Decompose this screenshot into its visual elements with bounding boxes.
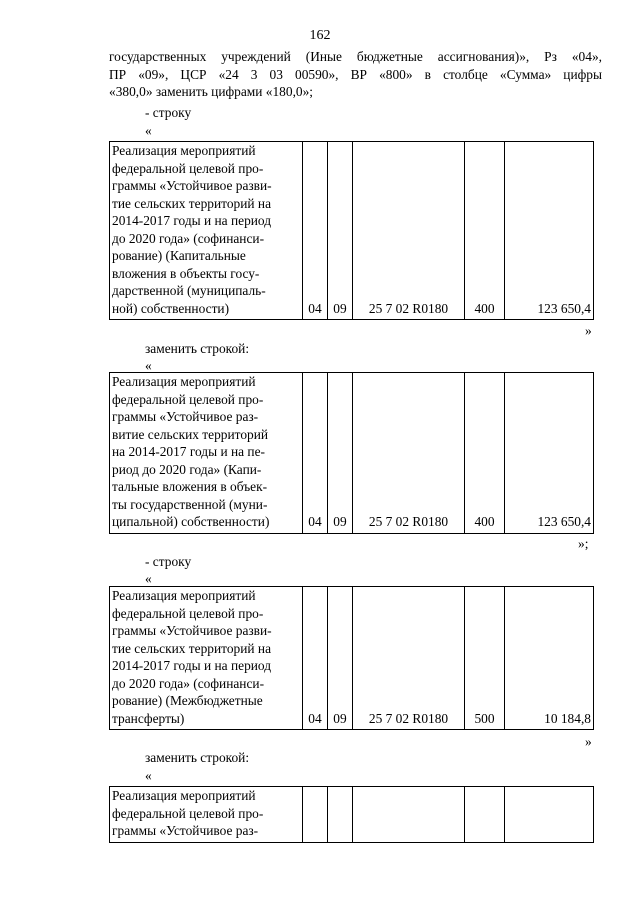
intro-line: государственных учреждений (Иные бюджетные ассигнования)», Рз «04», — [109, 49, 602, 64]
line-label: - строку — [145, 105, 192, 120]
description-cell: Реализация мероприятий федеральной целевой про- граммы «Устойчивое раз- — [110, 787, 303, 843]
amendment-table-new-2 — [109, 786, 594, 843]
pr-cell: 09 — [328, 373, 353, 534]
pr-cell — [328, 787, 353, 843]
sum-cell — [505, 787, 594, 843]
sum-cell: 123 650,4 — [505, 373, 594, 534]
vr-cell: 500 — [465, 587, 505, 730]
vr-cell: 400 — [465, 142, 505, 320]
description-cell: Реализация мероприятий федеральной целевой про- граммы «Устойчивое разви- тие сельских территорий на 2014-2017 годы и на период до 2020 года» (софинанси- рование) (Капитальные вложения в объекты госу- дарственной (муниципаль- ной) собственности) — [110, 142, 303, 320]
pr-cell: 09 — [328, 587, 353, 730]
csr-cell: 25 7 02 R0180 — [353, 587, 465, 730]
intro-line: ПР «09», ЦСР «24 3 03 00590», ВР «800» в столбце «Сумма» цифры — [109, 66, 602, 82]
open-quote: « — [145, 123, 152, 138]
replace-label: заменить строкой: — [145, 750, 250, 765]
vr-cell: 400 — [465, 373, 505, 534]
rz-cell: 04 — [303, 587, 328, 730]
amendment-table-old-1 — [109, 141, 594, 320]
description-cell: Реализация мероприятий федеральной целевой про- граммы «Устойчивое раз- витие сельских территорий на 2014-2017 годы и на пе- риод до 2020 года» (Капи- тальные вложения в объек- ты государственной (муни- ципальной) собственности) — [110, 373, 303, 534]
vr-cell — [465, 787, 505, 843]
table-row — [110, 587, 594, 730]
table-row — [110, 787, 594, 843]
table-row — [110, 142, 594, 320]
sum-cell: 10 184,8 — [505, 587, 594, 730]
table-row — [110, 373, 594, 534]
open-quote: « — [145, 571, 152, 586]
csr-cell: 25 7 02 R0180 — [353, 373, 465, 534]
rz-cell: 04 — [303, 142, 328, 320]
replace-label: заменить строкой: — [145, 341, 250, 356]
pr-cell: 09 — [328, 142, 353, 320]
description-cell: Реализация мероприятий федеральной целевой про- граммы «Устойчивое разви- тие сельских территорий на 2014-2017 годы и на период до 2020 года» (софинанси- рование) (Межбюджетные трансферты) — [110, 587, 303, 730]
intro-line: «380,0» заменить цифрами «180,0»; — [109, 84, 314, 99]
amendment-table-new-1 — [109, 372, 594, 534]
amendment-table-old-2 — [109, 586, 594, 730]
csr-cell — [353, 787, 465, 843]
page-number: 162 — [309, 28, 331, 43]
open-quote: « — [145, 358, 152, 373]
rz-cell: 04 — [303, 373, 328, 534]
line-label: - строку — [145, 554, 192, 569]
csr-cell: 25 7 02 R0180 — [353, 142, 465, 320]
close-quote: » — [585, 734, 592, 749]
open-quote: « — [145, 768, 152, 783]
close-quote: » — [585, 323, 592, 338]
intro-paragraph — [109, 48, 602, 101]
sum-cell: 123 650,4 — [505, 142, 594, 320]
rz-cell — [303, 787, 328, 843]
close-quote-semicolon: »; — [578, 536, 589, 551]
